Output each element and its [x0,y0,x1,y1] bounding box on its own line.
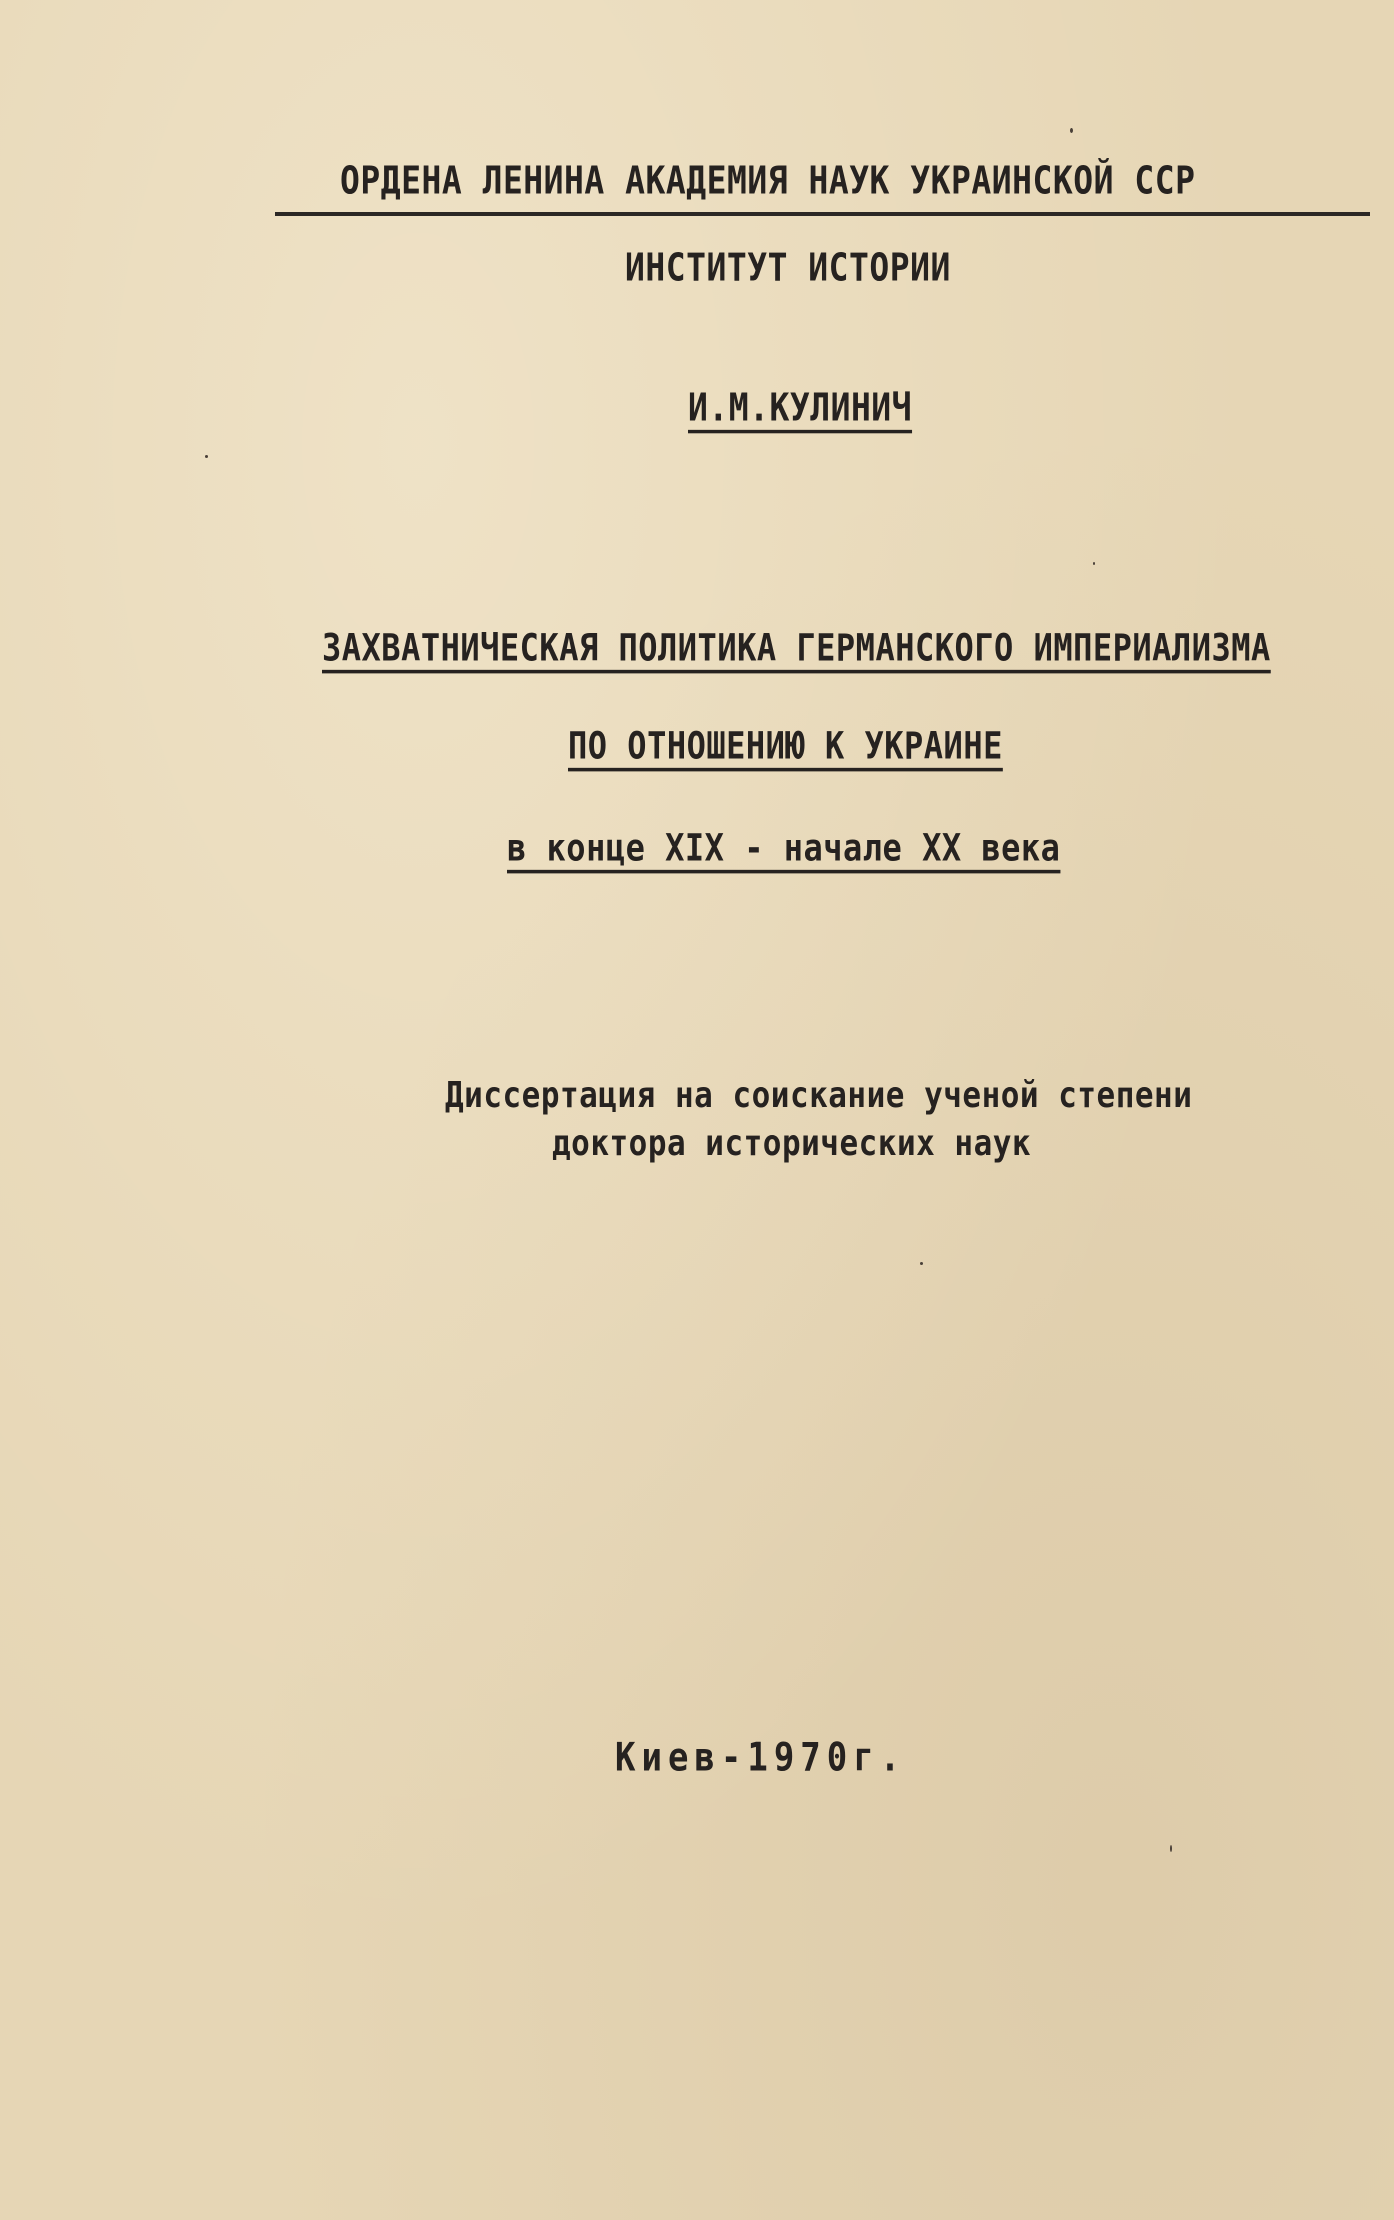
title-line-3: в конце XIX - начале XX века [507,825,1061,870]
author-name: И.М.КУЛИНИЧ [688,385,913,430]
header-rule [275,212,1370,216]
paper-speck [920,1262,923,1265]
organization-header: ОРДЕНА ЛЕНИНА АКАДЕМИЯ НАУК УКРАИНСКОЙ ССР [340,158,1196,203]
institute-name: ИНСТИТУТ ИСТОРИИ [625,245,951,290]
dissertation-line-1: Диссертация на соискание ученой степени [445,1075,1193,1117]
paper-speck [1170,1845,1172,1852]
paper-speck [205,455,208,458]
dissertation-line-2: доктора исторических наук [552,1123,1032,1165]
place-year: Киев-1970г. [615,1735,907,1781]
paper-speck [1070,128,1073,133]
title-line-1: ЗАХВАТНИЧЕСКАЯ ПОЛИТИКА ГЕРМАНСКОГО ИМПЕРИАЛИЗМА [322,625,1271,670]
paper-speck [1093,562,1095,565]
title-line-2: ПО ОТНОШЕНИЮ К УКРАИНЕ [568,723,1003,768]
